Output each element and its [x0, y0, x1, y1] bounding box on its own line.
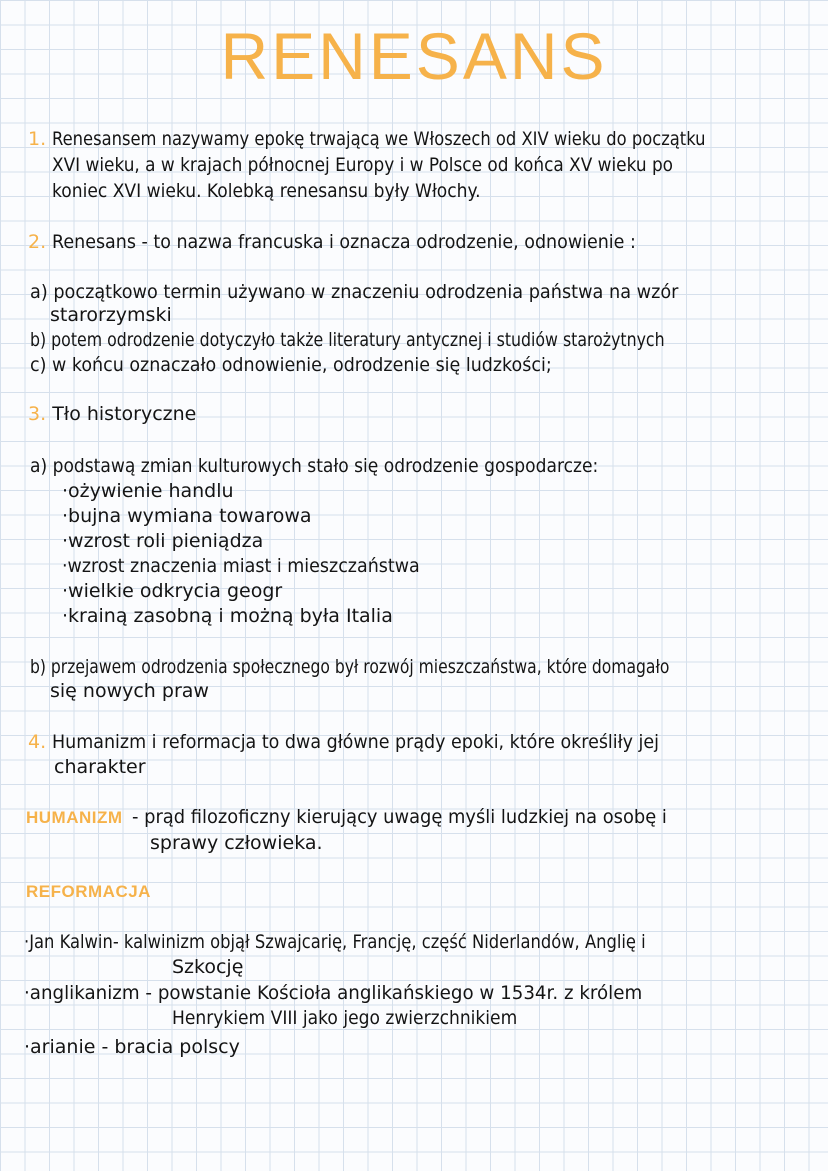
bullet-text: ·bujna wymiana towarowa: [62, 505, 312, 527]
reformacja-label: REFORMACJA: [26, 882, 151, 901]
section-3-point-b-cont: [50, 680, 209, 702]
section-2-point-b-text: b) potem odrodzenie dotyczyło także literatury antycznej i studiów starożytnych: [30, 329, 665, 351]
bullet-text: ·ożywienie handlu: [62, 480, 234, 502]
bullet-text: ·wielkie odkrycia geogr: [62, 580, 283, 602]
bullet-item: [62, 505, 312, 527]
reformacja-item-kalwin: [24, 931, 747, 953]
humanizm-definition-cont: [150, 832, 323, 854]
section-1-text-2: XVI wieku, a w krajach północnej Europy i w Polsce od końca XV wieku po: [52, 154, 674, 176]
reformacja-text-1: ·Jan Kalwin- kalwinizm objął Szwajcarię, Francję, część Niderlandów, Anglię i: [24, 931, 646, 953]
section-4-text-2: charakter: [54, 756, 146, 778]
section-2-point-c: [30, 354, 597, 376]
section-4-line-1: [28, 731, 712, 753]
reformacja-text-3: ·anglikanizm - powstanie Kościoła anglikańskiego w 1534r. z królem: [24, 982, 643, 1004]
section-2-point-a: [30, 281, 727, 303]
reformacja-item-arianie: [24, 1036, 240, 1058]
section-2-number: 2.: [28, 231, 47, 253]
section-1-number: 1.: [28, 128, 47, 150]
section-2-heading: [28, 231, 687, 253]
bullet-text: ·wzrost znaczenia miast i mieszczaństwa: [62, 555, 420, 577]
section-1-line-2: [52, 154, 750, 176]
bullet-text: ·wzrost roli pieniądza: [62, 530, 264, 552]
reformacja-item-kalwin-cont: [172, 956, 243, 978]
section-3-point-b-text-2: się nowych praw: [50, 680, 209, 702]
reformacja-text-2: Szkocję: [172, 956, 244, 978]
humanizm-text-2: sprawy człowieka.: [150, 832, 323, 854]
section-3-heading-text: Tło historyczne: [52, 403, 197, 425]
section-3-point-a-text: a) podstawą zmian kulturowych stało się odrodzenie gospodarcze:: [30, 455, 599, 477]
bullet-item: [62, 480, 234, 502]
section-3-point-a: [30, 455, 661, 477]
section-2-point-c-text: c) w końcu oznaczało odnowienie, odrodzenie się ludzkości;: [30, 354, 552, 376]
bullet-item: [62, 580, 282, 602]
section-4-number: 4.: [28, 731, 47, 753]
section-1-text: Renesansem nazywamy epokę trwającą we Włoszech od XIV wieku do początku: [52, 128, 706, 150]
section-3-number: 3.: [28, 403, 47, 425]
section-4-text: Humanizm i reformacja to dwa główne prądy epoki, które określiły jej: [52, 731, 660, 753]
section-2-point-a-cont: [50, 304, 172, 326]
section-1-line-1: [28, 128, 812, 150]
reformacja-text-5: ·arianie - bracia polscy: [24, 1036, 240, 1058]
humanizm-text: - prąd filozoficzny kierujący uwagę myśli ludzkiej na osobę i: [132, 806, 667, 828]
reformacja-item-anglikanizm-cont: [172, 1007, 556, 1029]
page-title: RENESANS: [220, 19, 608, 93]
reformacja-text-4: Henrykiem VIII jako jego zwierzchnikiem: [172, 1007, 518, 1029]
humanizm-label: HUMANIZM: [26, 808, 123, 827]
bullet-item: [62, 530, 263, 552]
reformacja-item-anglikanizm: [24, 982, 668, 1004]
section-2-point-a-text-2: starorzymski: [50, 304, 172, 326]
bullet-item: [62, 555, 451, 577]
humanizm-definition: [132, 806, 701, 828]
section-2-point-b: [30, 329, 795, 351]
section-4-line-2: [54, 756, 146, 778]
section-2-heading-text: Renesans - to nazwa francuska i oznacza odrodzenie, odnowienie :: [52, 231, 637, 253]
section-1-line-3: [52, 180, 528, 202]
section-2-point-a-text: a) początkowo termin używano w znaczeniu odrodzenia państwa na wzór: [30, 281, 679, 303]
section-3-heading: [28, 403, 196, 425]
bullet-item: [62, 605, 393, 627]
bullet-text: ·krainą zasobną i możną była Italia: [62, 605, 393, 627]
section-3-point-b-text: b) przejawem odrodzenia społecznego był rozwój mieszczaństwa, które domagało: [30, 656, 670, 678]
section-3-point-b: [30, 656, 810, 678]
section-1-text-3: koniec XVI wieku. Kolebką renesansu były Włochy.: [52, 180, 481, 202]
